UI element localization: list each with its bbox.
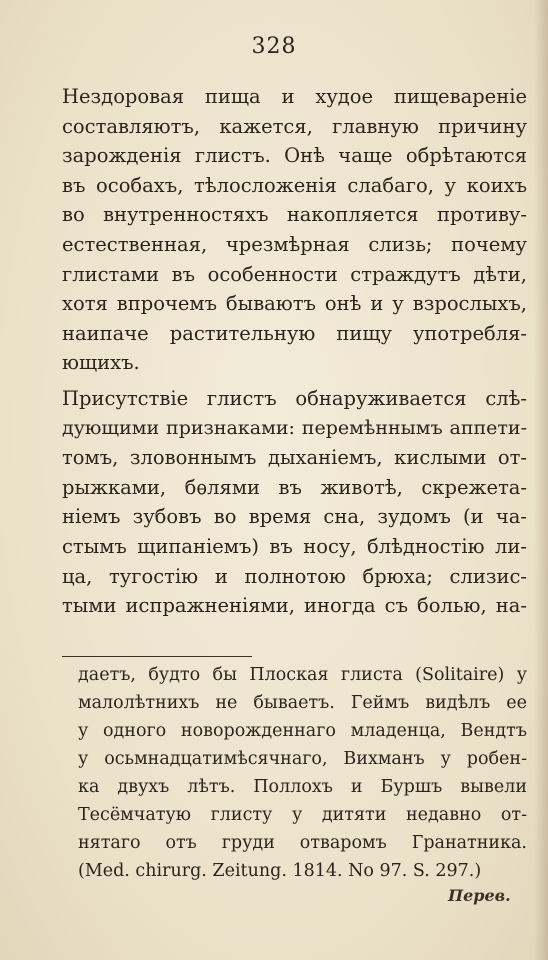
text-line: хотя впрочемъ бываютъ онѣ и у взрослыхъ, — [62, 292, 527, 316]
text-line: въ особахъ, тѣлосложенія слабаго, у коихъ — [62, 173, 527, 197]
text-line: тыми испражненіями, иногда съ болью, на- — [62, 594, 527, 618]
text-line: ніемъ зубовъ во время сна, зудомъ (и ча- — [62, 505, 527, 529]
footnote-divider — [62, 656, 252, 657]
footnote-line: ка двухъ лѣтъ. Поллохъ и Буршъ вывели — [78, 777, 527, 797]
footnote-line: даетъ, будто бы Плоская глиста (Solitaire) у — [78, 665, 527, 685]
footnote-line: у одного новорожденнаго младенца, Вендтъ — [78, 721, 527, 741]
text-line: Присутствіе глистъ обнаруживается слѣ- — [62, 386, 527, 410]
footnote-line: нятаго отъ груди отваромъ Гранатника. — [78, 833, 527, 853]
text-line: рыжками, бѳлями въ животѣ, скрежета- — [62, 475, 527, 499]
translator-signature: Перев. — [448, 886, 511, 905]
text-line: Нездоровая пища и худое пищевареніе — [62, 85, 527, 108]
footnote — [78, 661, 527, 885]
text-line: глистами въ особенности страждутъ дѣти, — [62, 262, 527, 286]
footnote-line: у осьмнадцатимѣсячнаго, Вихманъ у робен- — [78, 749, 527, 769]
text-line: наипаче растительную пищу употребля- — [62, 321, 527, 345]
page-spine-shadow — [534, 0, 548, 960]
footnote-line: Тесёмчатую глисту у дитяти недавно от- — [78, 805, 527, 825]
footnote-line: малолѣтнихъ не бываетъ. Геймъ видѣлъ ее — [78, 693, 527, 713]
paragraph-2 — [62, 384, 527, 621]
text-line: томъ, зловоннымъ дыханіемъ, кислыми от- — [62, 446, 527, 470]
text-line: во внутренностяхъ накопляется противу- — [62, 203, 527, 227]
page-number: 328 — [251, 34, 297, 59]
paragraph-1 — [62, 82, 527, 378]
footnote-line: (Med. chirurg. Zeitung. 1814. No 97. S. 297.) — [78, 861, 482, 881]
text-line: ющихъ. — [62, 351, 140, 375]
text-line: дующими признаками: перемѣннымъ аппети- — [62, 416, 527, 439]
main-text — [62, 82, 527, 621]
text-line: естественная, чрезмѣрная слизь; почему — [62, 232, 527, 256]
text-line: стымъ щипаніемъ) въ носу, блѣдностію ли- — [62, 534, 527, 558]
text-line: ца, тугостію и полнотою брюха; слизис- — [62, 564, 527, 588]
text-line: зарожденія глистъ. Онѣ чаще обрѣтаются — [62, 144, 527, 168]
text-line: составляютъ, кажется, главную причину — [62, 114, 527, 138]
